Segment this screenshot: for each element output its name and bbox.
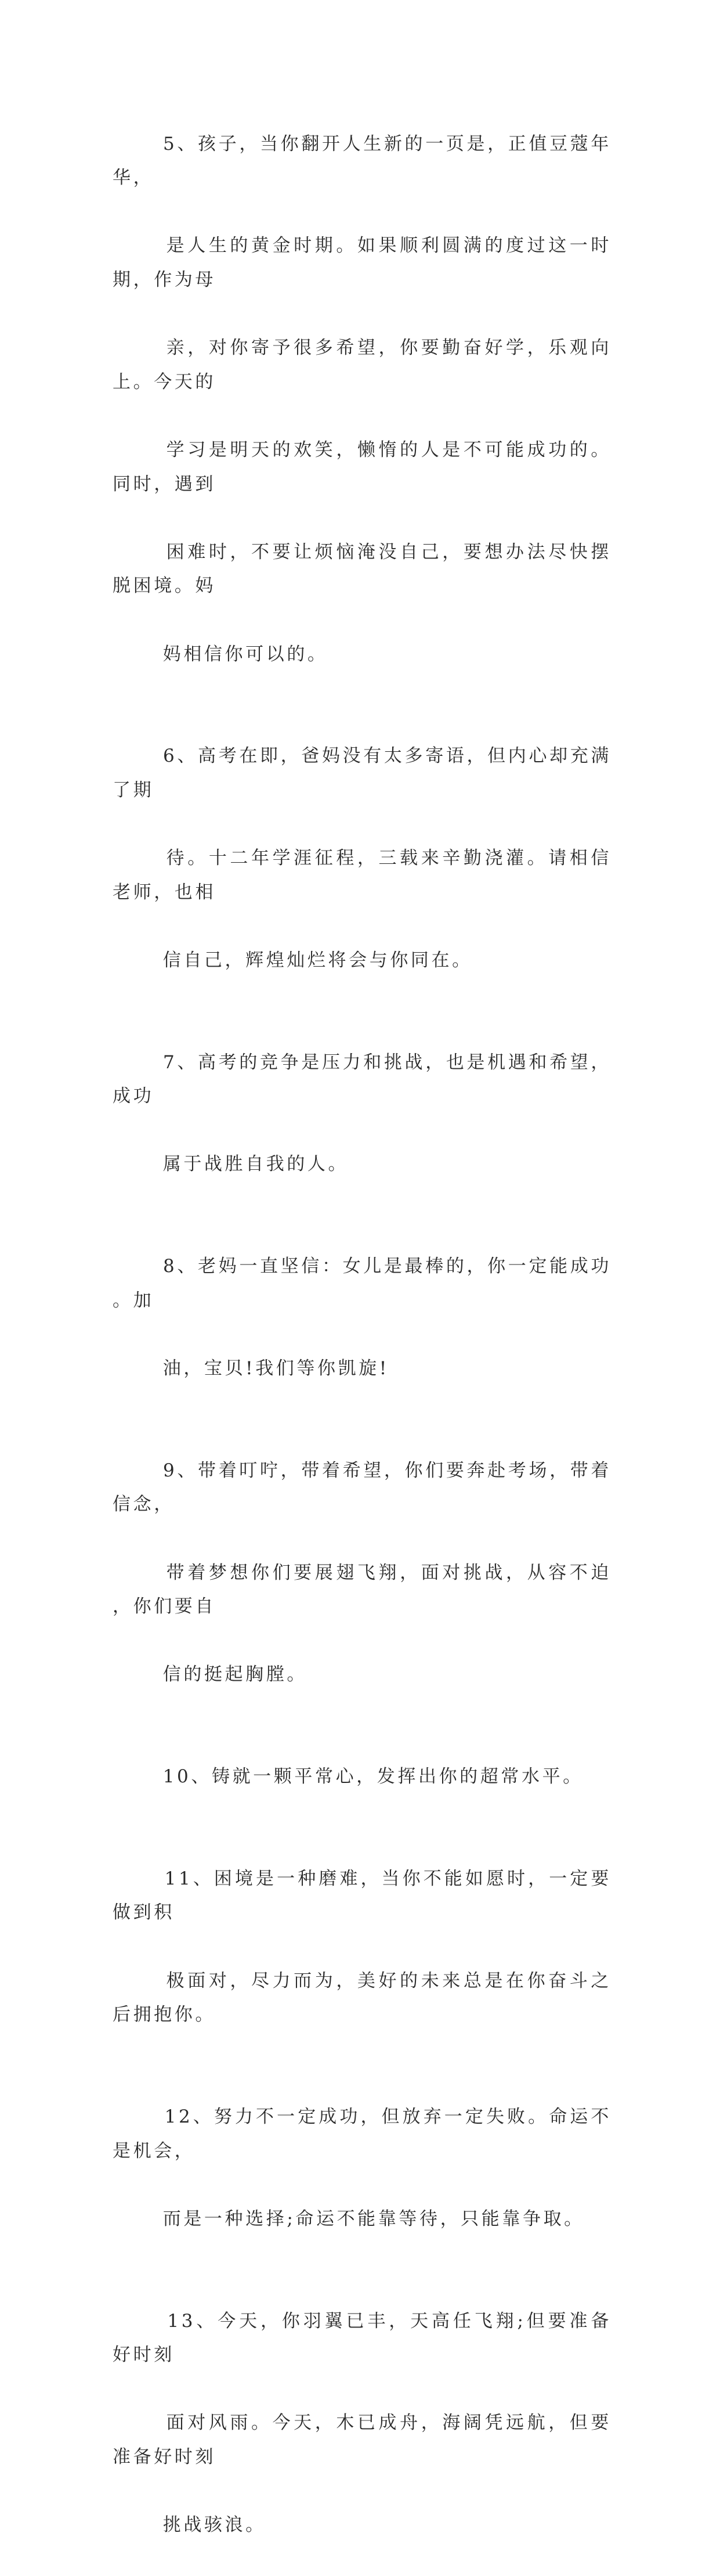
paragraph-line: 妈相信你可以的。: [162, 643, 328, 665]
paragraph-line: 7、高考的竞争是压力和挑战，也是机遇和希望，成功: [113, 1051, 612, 1107]
paragraph-13: [113, 2270, 612, 2576]
document-body: [113, 93, 612, 2576]
paragraph-line: 油，宝贝!我们等你凯旋!: [162, 1357, 389, 1379]
paragraph-line: 面对风雨。今天，木已成舟，海阔凭远航，但要准备好时刻: [113, 2412, 612, 2467]
paragraph-line: 5、孩子，当你翻开人生新的一页是，正值豆蔻年华，: [113, 133, 612, 189]
paragraph-line: 亲，对你寄予很多希望，你要勤奋好学，乐观向上。今天的: [113, 337, 612, 392]
paragraph-10: [113, 1726, 612, 1828]
paragraph-9: [113, 1419, 612, 1725]
paragraph-line: 带着梦想你们要展翅飞翔，面对挑战，从容不迫，你们要自: [113, 1562, 612, 1617]
paragraph-line: 8、老妈一直坚信：女儿是最棒的，你一定能成功。加: [113, 1256, 612, 1311]
paragraph-5: [113, 93, 612, 705]
paragraph-line: 困难时，不要让烦恼淹没自己，要想办法尽快摆脱困境。妈: [113, 541, 612, 597]
paragraph-line: 11、困境是一种磨难，当你不能如愿时，一定要做到积: [113, 1868, 612, 1923]
paragraph-line: 属于战胜自我的人。: [162, 1154, 349, 1175]
paragraph-12: [113, 2066, 612, 2270]
paragraph-line: 10、铸就一颗平常心，发挥出你的超常水平。: [162, 1766, 584, 1788]
paragraph-7: [113, 1011, 612, 1216]
paragraph-8: [113, 1216, 612, 1420]
paragraph-line: 信的挺起胸膛。: [162, 1664, 307, 1685]
paragraph-11: [113, 1828, 612, 2066]
paragraph-line: 学习是明天的欢笑，懒惰的人是不可能成功的。同时，遇到: [113, 439, 612, 495]
paragraph-6: [113, 705, 612, 1011]
paragraph-line: 9、带着叮咛，带着希望，你们要奔赴考场，带着信念，: [113, 1460, 612, 1515]
paragraph-line: 挑战骇浪。: [162, 2514, 266, 2536]
paragraph-line: 待。十二年学涯征程，三载来辛勤浇灌。请相信老师，也相: [113, 848, 612, 903]
paragraph-line: 13、今天，你羽翼已丰，天高任飞翔;但要准备好时刻: [113, 2310, 612, 2366]
paragraph-line: 极面对，尽力而为，美好的未来总是在你奋斗之后拥抱你。: [113, 1970, 612, 2026]
paragraph-line: 信自己，辉煌灿烂将会与你同在。: [162, 949, 473, 971]
paragraph-line: 是人生的黄金时期。如果顺利圆满的度过这一时期，作为母: [113, 235, 612, 290]
paragraph-line: 6、高考在即，爸妈没有太多寄语，但内心却充满了期: [113, 745, 612, 801]
paragraph-line: 而是一种选择;命运不能靠等待，只能靠争取。: [162, 2208, 585, 2229]
paragraph-line: 12、努力不一定成功，但放弃一定失败。命运不是机会，: [113, 2106, 612, 2161]
